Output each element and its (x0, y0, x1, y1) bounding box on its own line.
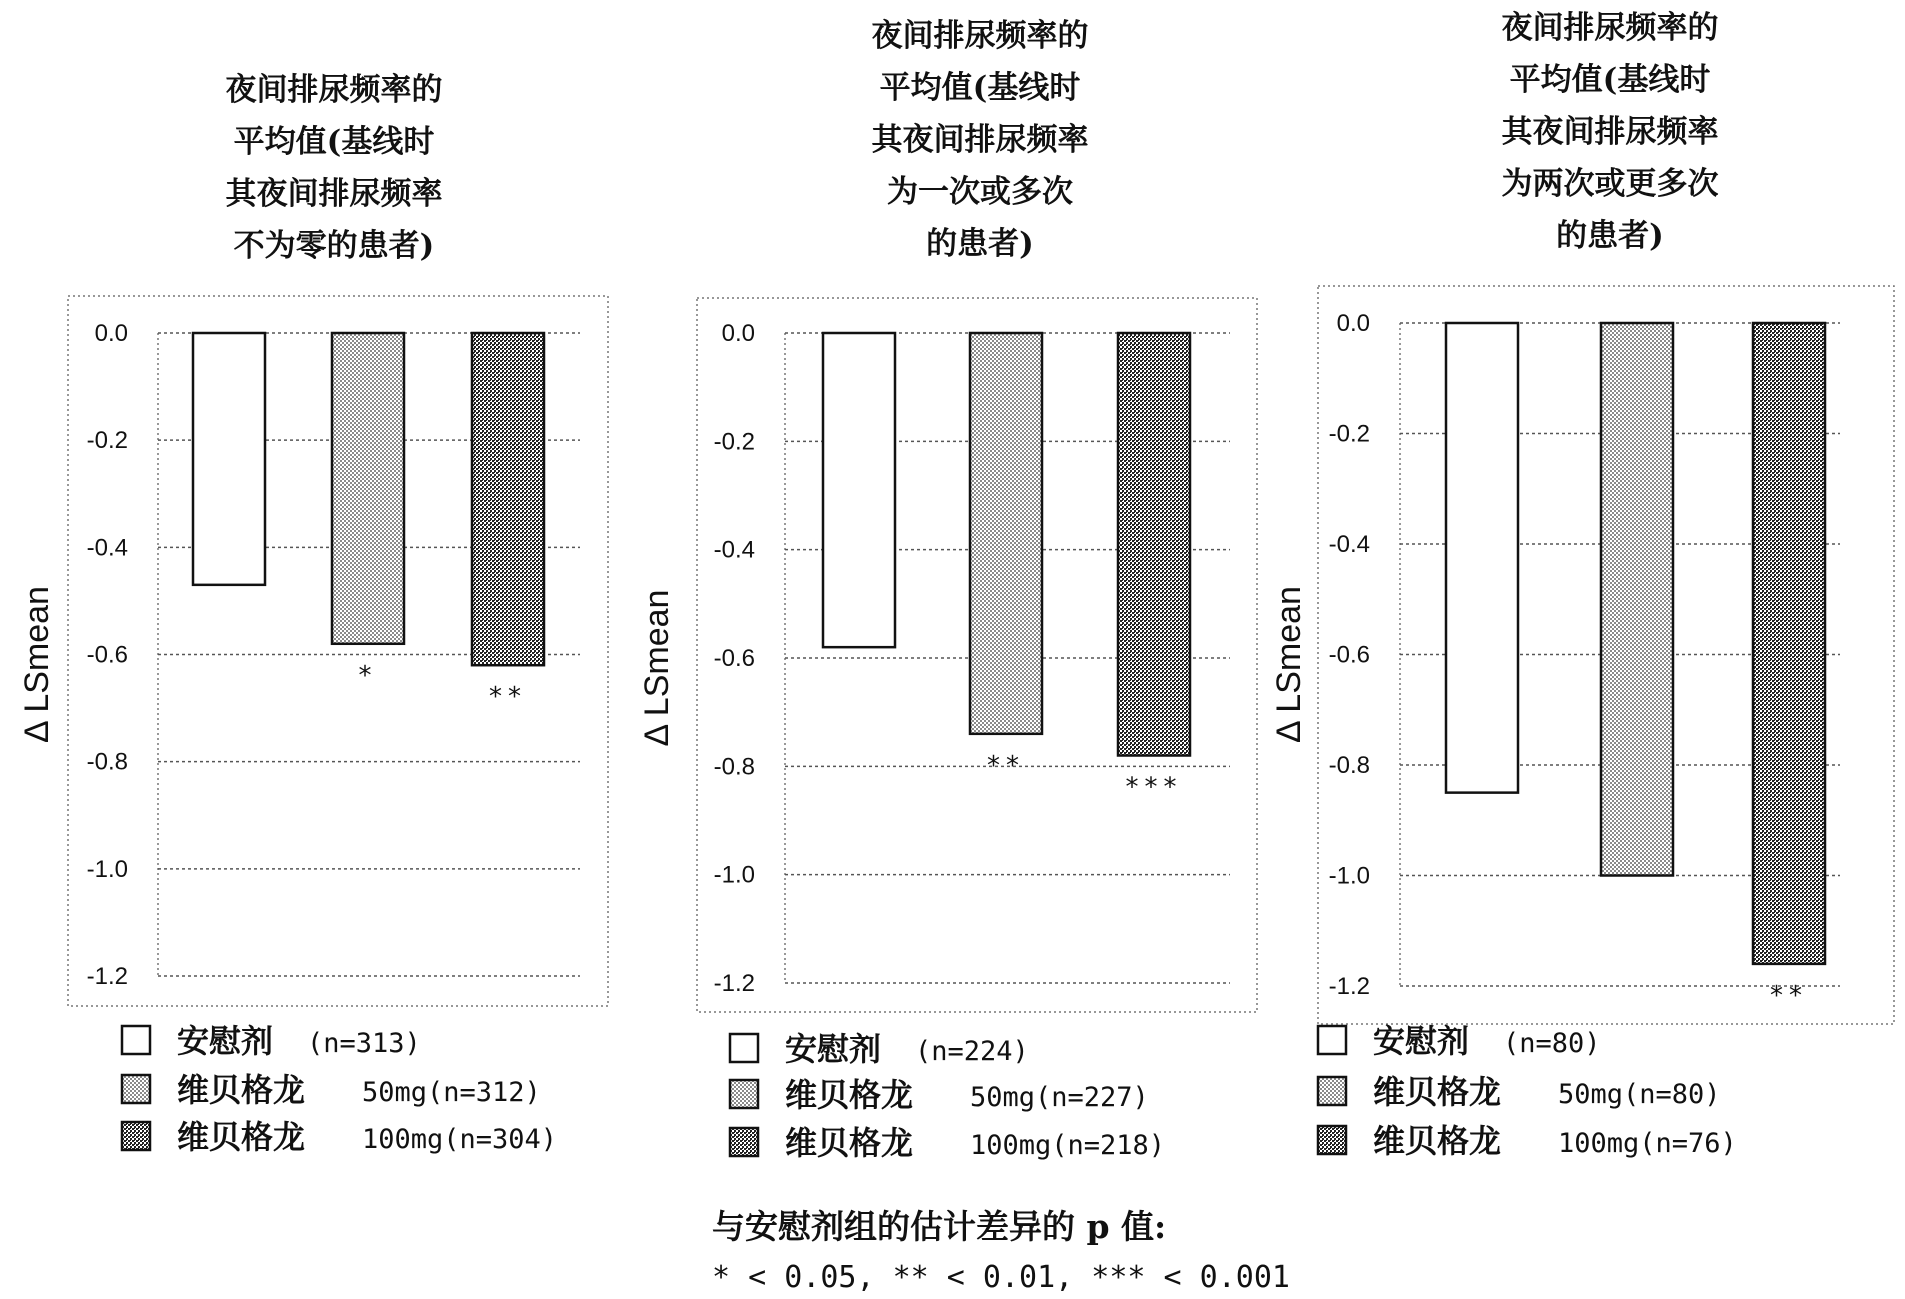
legend-swatch (1318, 1126, 1346, 1154)
legend-swatch (730, 1034, 758, 1062)
y-tick-label: -1.0 (713, 861, 755, 889)
bar-2 (332, 333, 404, 644)
legend-label: 维贝格龙 (1373, 1122, 1502, 1160)
chart-title-line: 的患者) (1556, 218, 1664, 254)
bar-2 (970, 333, 1042, 734)
legend-swatch (122, 1122, 150, 1150)
y-tick-label: 0.0 (94, 320, 128, 347)
legend-detail: 100mg(n=76) (1558, 1128, 1737, 1159)
legend-label: 安慰剂 (177, 1022, 274, 1060)
bar-3 (1118, 333, 1190, 756)
y-tick-label: -0.4 (713, 536, 755, 564)
significance-marker: ** (1770, 980, 1808, 1011)
legend (122, 1022, 557, 1156)
y-tick-label: -1.0 (1328, 862, 1370, 890)
y-tick-label: -0.6 (713, 645, 755, 672)
y-tick-label: -0.6 (86, 641, 128, 669)
chart-title (872, 18, 1089, 262)
bar-1 (193, 333, 265, 585)
legend-label: 维贝格龙 (177, 1071, 306, 1109)
legend-swatch (122, 1026, 150, 1054)
legend-label: 维贝格龙 (1373, 1073, 1502, 1111)
legend-detail: 50mg(n=227) (970, 1082, 1149, 1113)
footnote-significance: * < 0.05, ** < 0.01, *** < 0.001 (712, 1260, 1290, 1295)
y-tick-label: -1.2 (1328, 973, 1370, 1000)
legend-swatch (730, 1128, 758, 1156)
chart-title-line: 为两次或更多次 (1501, 166, 1719, 202)
chart-title-line: 不为零的患者) (233, 228, 435, 264)
legend-detail: 50mg(n=312) (362, 1077, 541, 1108)
chart-title-line: 其夜间排尿频率 (1501, 114, 1719, 150)
bar-3 (1753, 323, 1825, 964)
chart-title (226, 72, 443, 264)
y-axis-label: Δ LSmean (1270, 586, 1308, 743)
legend-label: 安慰剂 (1373, 1022, 1470, 1060)
bar-1 (823, 333, 895, 647)
chart-title-line: 其夜间排尿频率 (871, 122, 1089, 158)
y-tick-label: 0.0 (721, 320, 755, 347)
legend-label: 维贝格龙 (785, 1124, 914, 1162)
legend-detail: 50mg(n=80) (1558, 1079, 1721, 1110)
footnote-title: 与安慰剂组的估计差异的 p 值: (712, 1207, 1167, 1246)
legend-label: 安慰剂 (785, 1030, 882, 1068)
footnote (712, 1207, 1290, 1295)
y-tick-label: 0.0 (1336, 310, 1370, 337)
y-tick-label: -1.2 (713, 970, 755, 997)
bar-1 (1446, 323, 1518, 793)
y-tick-label: -0.8 (86, 748, 128, 776)
bar-3 (472, 333, 544, 665)
y-tick-label: -0.4 (86, 534, 128, 562)
y-tick-label: -1.2 (86, 963, 128, 990)
chart-title-line: 的患者) (926, 226, 1034, 262)
chart-panel-1 (18, 72, 608, 1156)
chart-title-line: 夜间排尿频率的 (1501, 10, 1719, 46)
significance-marker: ** (987, 750, 1025, 781)
y-tick-label: -0.6 (1328, 641, 1370, 669)
significance-marker: *** (1125, 772, 1183, 803)
y-tick-label: -0.2 (1328, 420, 1370, 448)
chart-title-line: 平均值(基线时 (1509, 62, 1711, 98)
chart-title-line: 其夜间排尿频率 (225, 176, 443, 212)
chart-title (1502, 10, 1719, 254)
legend-detail: 100mg(n=218) (970, 1130, 1166, 1161)
legend-label: 维贝格龙 (785, 1076, 914, 1114)
chart-title-line: 平均值(基线时 (233, 124, 435, 160)
legend-detail: 100mg(n=304) (362, 1124, 558, 1155)
y-tick-label: -0.8 (1328, 752, 1370, 779)
legend (1318, 1022, 1737, 1160)
legend-swatch (1318, 1026, 1346, 1054)
legend-label: 维贝格龙 (177, 1118, 306, 1156)
legend-detail: (n=224) (915, 1036, 1029, 1067)
chart-title-line: 为一次或多次 (887, 174, 1073, 210)
legend (730, 1030, 1165, 1162)
chart-panel-3 (1270, 10, 1894, 1160)
chart-title-line: 平均值(基线时 (879, 70, 1081, 106)
chart-panel-2 (638, 18, 1257, 1162)
significance-marker: ** (489, 682, 527, 713)
y-tick-label: -0.4 (1328, 531, 1370, 558)
chart-title-line: 夜间排尿频率的 (871, 18, 1089, 54)
legend-swatch (1318, 1077, 1346, 1105)
y-tick-label: -1.0 (86, 855, 128, 883)
y-tick-label: -0.8 (713, 753, 755, 781)
y-axis-label: Δ LSmean (18, 586, 56, 743)
y-tick-label: -0.2 (713, 428, 755, 456)
y-axis-label: Δ LSmean (638, 589, 676, 747)
legend-swatch (122, 1075, 150, 1103)
legend-detail: (n=313) (307, 1028, 421, 1059)
chart-title-line: 夜间排尿频率的 (225, 72, 443, 108)
y-tick-label: -0.2 (86, 427, 128, 455)
bar-2 (1601, 323, 1673, 876)
legend-swatch (730, 1080, 758, 1108)
significance-marker: * (358, 660, 378, 691)
legend-detail: (n=80) (1503, 1028, 1601, 1059)
